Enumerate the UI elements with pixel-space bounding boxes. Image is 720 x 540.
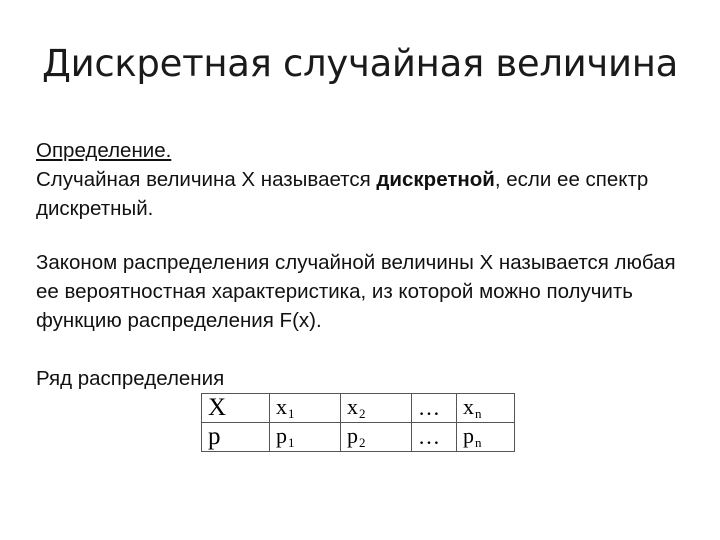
slide-title: Дискретная случайная величина <box>41 42 679 85</box>
table-cell: $x_1$ <box>270 394 341 423</box>
table-row-head: p <box>202 423 270 452</box>
table-row-head: X <box>202 394 270 423</box>
table-cell: $p_1$ <box>270 423 341 452</box>
definition-text-start: Случайная величина X называется <box>36 168 377 191</box>
table-row <box>202 394 515 423</box>
definition-heading: Определение. <box>36 139 172 162</box>
distribution-law-paragraph: Законом распределения случайной величины X называется любая ее вероятностная характеристика, из которой можно получить функцию распределения F(x). <box>36 251 676 332</box>
table-cell: … <box>412 423 457 452</box>
table-cell: … <box>412 394 457 423</box>
table-row <box>202 423 515 452</box>
table-cell: $x_n$ <box>457 394 515 423</box>
table-cell: $p_2$ <box>341 423 412 452</box>
table-cell: $x_2$ <box>341 394 412 423</box>
definition-bold-term: дискретной <box>376 168 495 191</box>
table-cell: $p_n$ <box>457 423 515 452</box>
definition-text-end: , если ее спектр дискретный. <box>36 168 649 220</box>
distribution-series-label: Ряд распределения <box>36 367 225 390</box>
definition-block <box>36 136 696 223</box>
distribution-series-table <box>201 393 515 452</box>
